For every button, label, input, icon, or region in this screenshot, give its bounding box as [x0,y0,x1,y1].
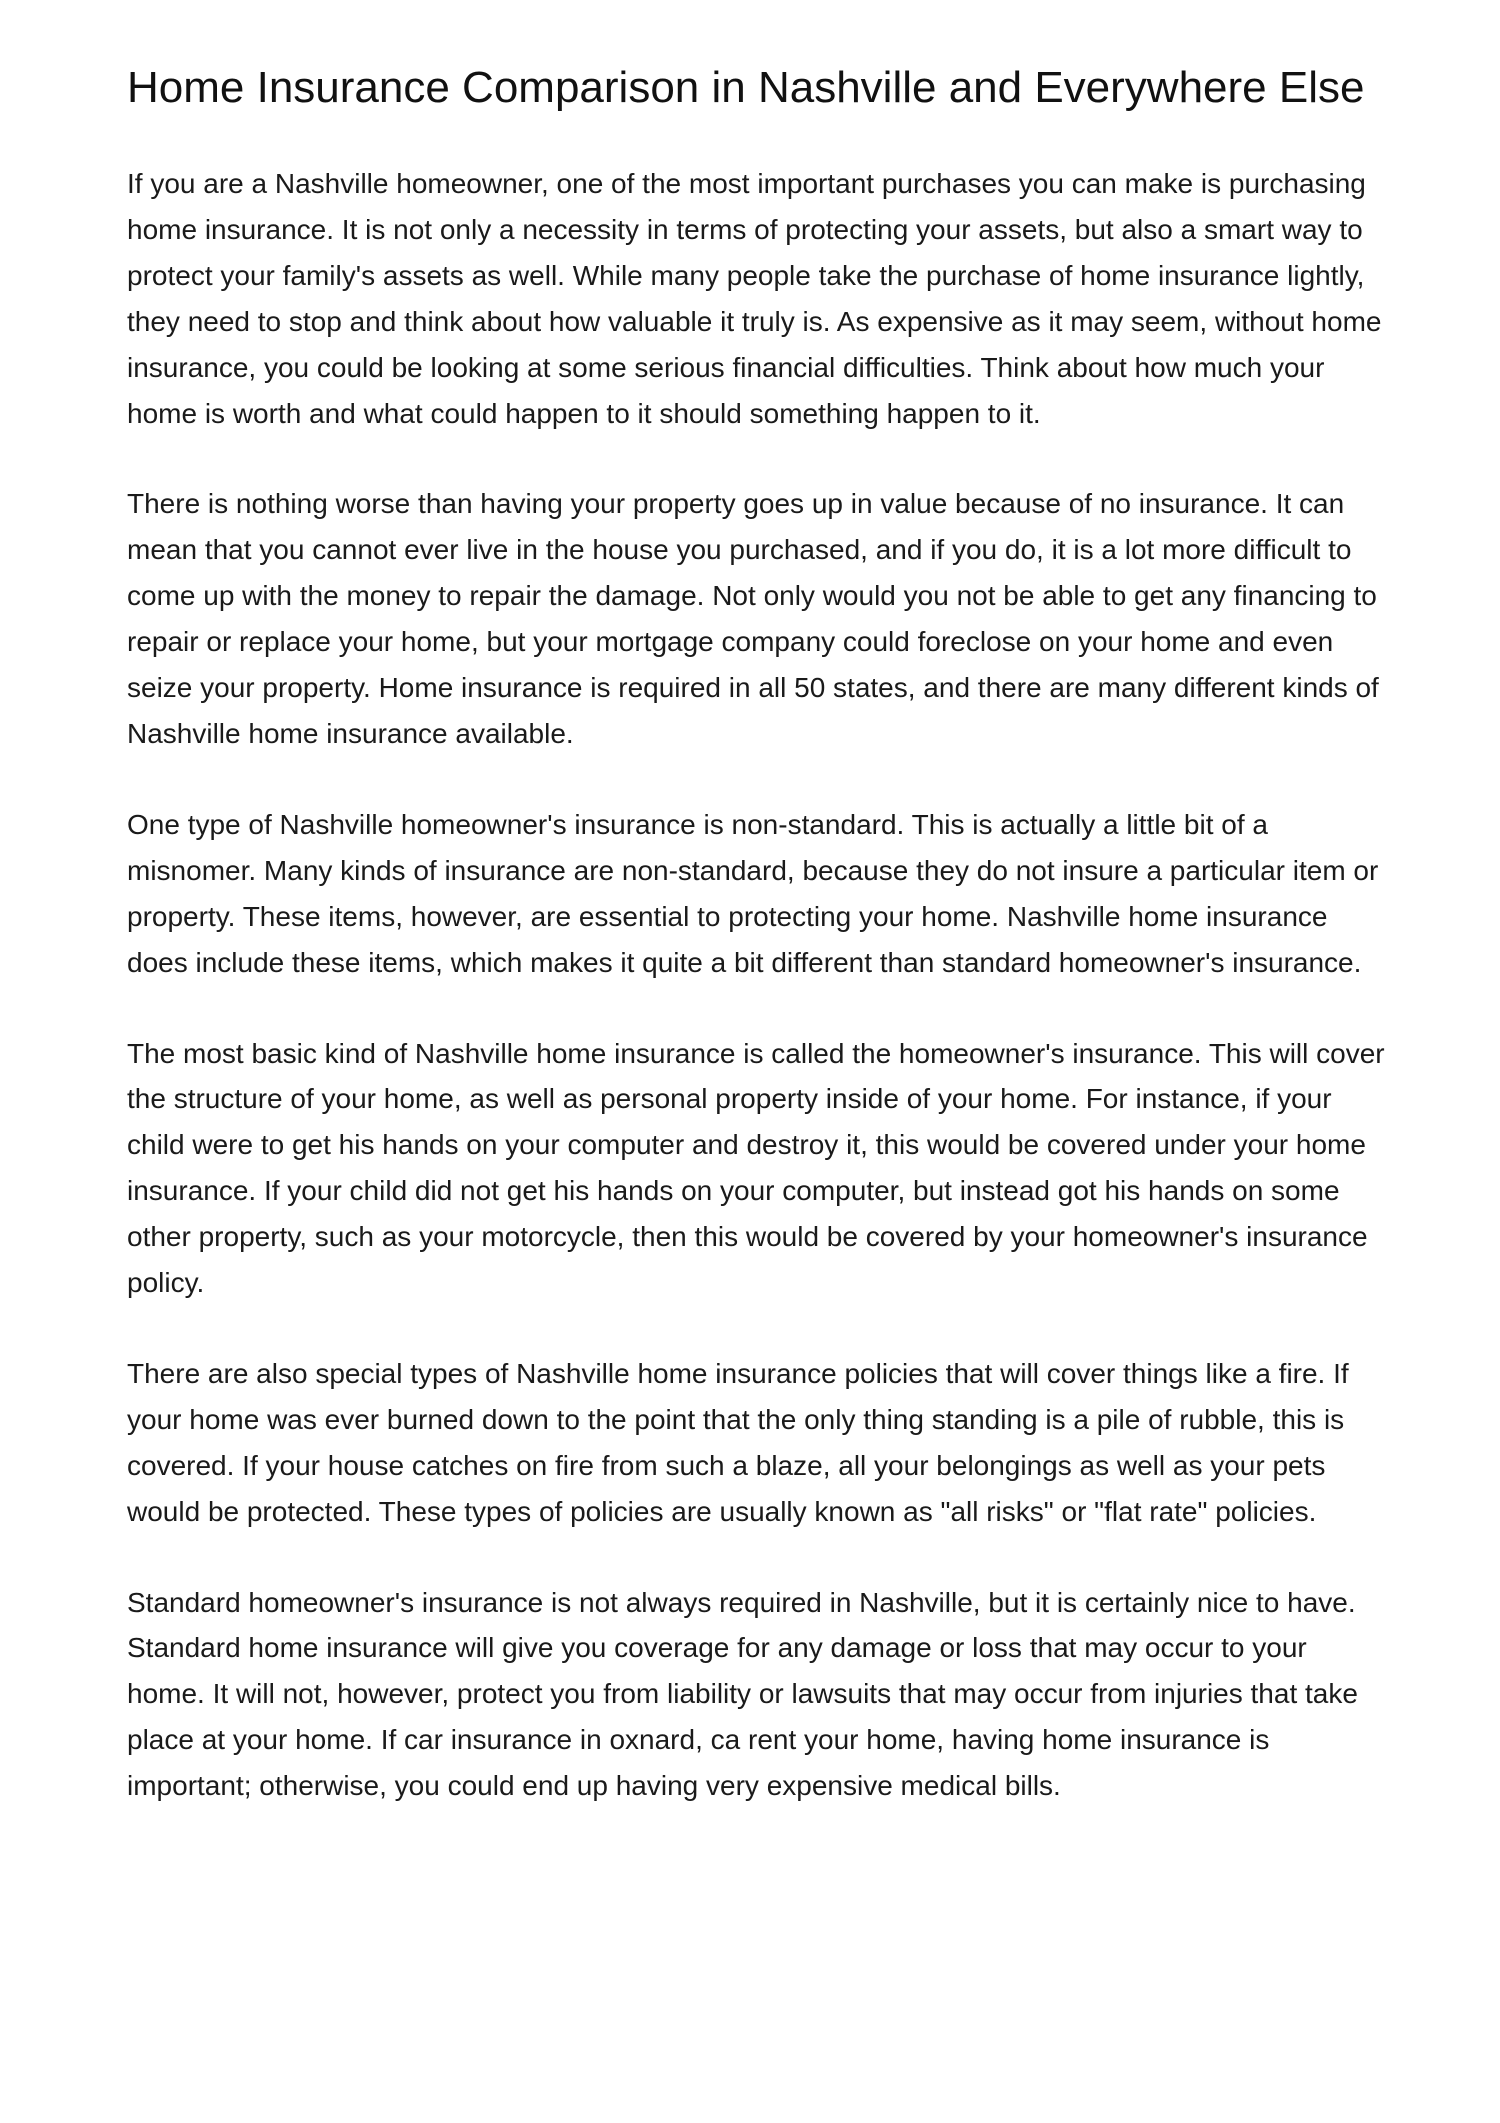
document-page [127,64,1387,1809]
page-title: Home Insurance Comparison in Nashville and Everywhere Else [127,63,1365,112]
paragraph-5: There are also special types of Nashville home insurance policies that will cover things like a fire. If your home was ever burned down to the point that the only thing standing is a pile of rubble, this is covered. If your house catches on fire from such a blaze, all your belongings as well as your pets would be protected. These types of policies are usually known as "all risks" or "flat rate" policies. [127,1357,1349,1527]
paragraph-3: One type of Nashville homeowner's insurance is non-standard. This is actually a little bit of a misnomer. Many kinds of insurance are non-standard, because they do not insure a particular item or property. These items, however, are essential to protecting your home. Nashville home insurance does include these items, which makes it quite a bit different than standard homeowner's insurance. [127,808,1379,978]
paragraph-6: Standard homeowner's insurance is not always required in Nashville, but it is certainly nice to have. Standard home insurance will give you coverage for any damage or loss that may occur to your home. It will not, however, protect you from liability or lawsuits that may occur from injuries that take place at your home. If car insurance in oxnard, ca rent your home, having home insurance is important; otherwise, you could end up having very expensive medical bills. [127,1586,1358,1802]
paragraph-4: The most basic kind of Nashville home insurance is called the homeowner's insurance. This will cover the structure of your home, as well as personal property inside of your home. For instance, if your child were to get his hands on your computer and destroy it, this would be covered under your home insurance. If your child did not get his hands on your computer, but instead got his hands on some other property, such as your motorcycle, then this would be covered by your homeowner's insurance policy. [127,1037,1385,1299]
paragraph-2: There is nothing worse than having your property goes up in value because of no insurance. It can mean that you cannot ever live in the house you purchased, and if you do, it is a lot more difficult to come up with the money to repair the damage. Not only would you not be able to get any financing to repair or replace your home, but your mortgage company could foreclose on your home and even seize your property. Home insurance is required in all 50 states, and there are many different kinds of Nashville home insurance available. [127,488,1379,749]
paragraph-1: If you are a Nashville homeowner, one of the most important purchases you can make is purchasing home insurance. It is not only a necessity in terms of protecting your assets, but also a smart way to protect your family's assets as well. While many people take the purchase of home insurance lightly, they need to stop and think about how valuable it truly is. As expensive as it may seem, without home insurance, you could be looking at some serious financial difficulties. Think about how much your home is worth and what could happen to it should something happen to it. [127,168,1382,429]
